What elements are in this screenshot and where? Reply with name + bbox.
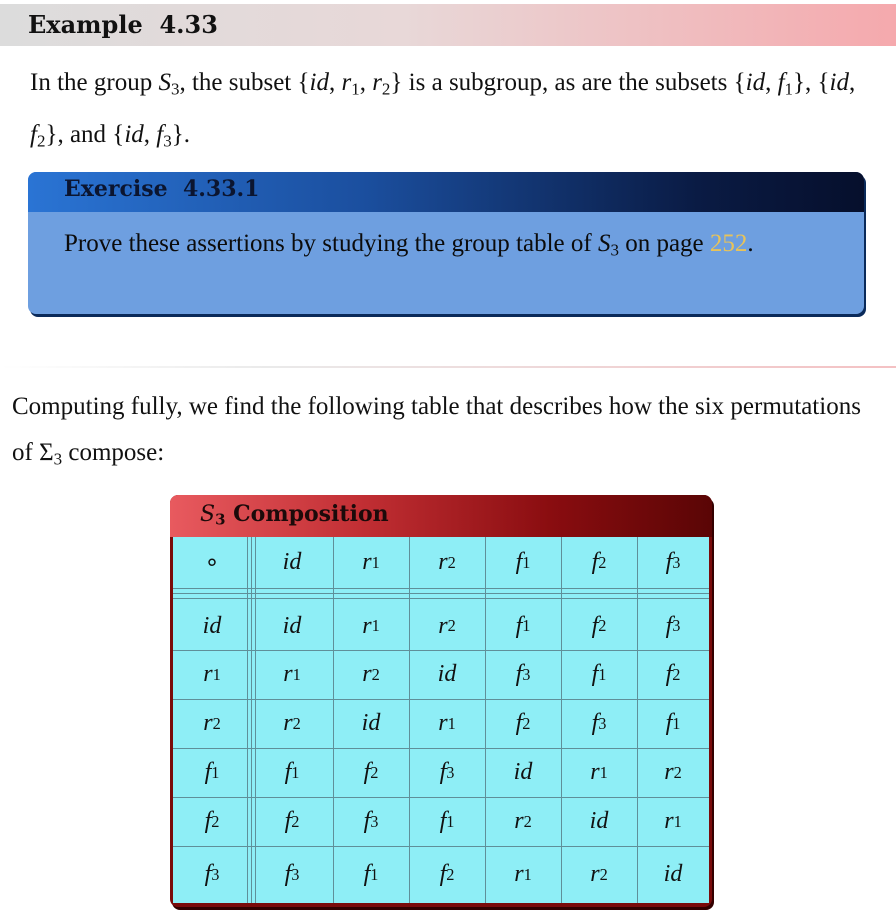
- table-cell: id: [513, 759, 533, 785]
- example-title: Example 4.33: [28, 10, 218, 39]
- table-cell: r 1: [283, 661, 301, 687]
- table-cell: f 2: [665, 661, 681, 687]
- table-grid-line: [173, 593, 709, 594]
- table-cell: r 1: [362, 612, 380, 639]
- table-cell: f 2: [591, 612, 607, 639]
- table-cell: f 2: [284, 808, 300, 834]
- table-cell: f 2: [515, 710, 531, 736]
- table-grid-line: [173, 598, 709, 599]
- table-cell: f 3: [591, 710, 607, 736]
- table-row-label: f 3: [204, 861, 220, 887]
- table-cell: f 1: [591, 661, 607, 687]
- table-header-cell: f 2: [591, 549, 607, 575]
- table-grid-line: [333, 537, 334, 903]
- exercise-text: Prove these assertions by studying the group table of $S_3$ on page 252.: [64, 230, 754, 260]
- table-header-cell: r 2: [438, 549, 456, 575]
- table-cell: id: [437, 661, 457, 687]
- table-grid-line: [255, 537, 256, 903]
- section-divider: [0, 366, 896, 368]
- table-grid-line: [561, 537, 562, 903]
- table-cell: id: [282, 612, 302, 639]
- table-grid-line: [485, 537, 486, 903]
- table-cell: f 1: [363, 861, 379, 887]
- table-row-label: f 1: [204, 759, 220, 785]
- table-cell: r 2: [283, 710, 301, 736]
- table-cell: r 1: [438, 710, 456, 736]
- table-cell: f 3: [515, 661, 531, 687]
- table-grid-line: [247, 537, 248, 903]
- table-cell: id: [361, 710, 381, 736]
- table-row-label: f 2: [204, 808, 220, 834]
- table-cell: f 3: [284, 861, 300, 887]
- table-grid-line: [173, 699, 709, 700]
- table-cell: r 1: [664, 808, 682, 834]
- table-cell: id: [663, 861, 683, 887]
- table-cell: r 1: [514, 861, 532, 887]
- table-grid-line: [251, 537, 252, 903]
- table-grid-line: [173, 846, 709, 847]
- table-cell: f 3: [665, 612, 681, 639]
- table-cell: id: [589, 808, 609, 834]
- table-grid-line: [173, 588, 709, 589]
- table-cell: r 2: [362, 661, 380, 687]
- table-cell: f 1: [284, 759, 300, 785]
- example-text: In the group $S_3$, the subset {id, $r_1$, $r_2$} is a subgroup, as are the subsets {id, $f_1$}, {id, $f_2$}, and {id, $f_3$}.: [30, 69, 856, 151]
- table-corner-compose-symbol: ∘: [204, 550, 220, 576]
- table-cell: f 2: [439, 861, 455, 887]
- table-cell: f 2: [363, 759, 379, 785]
- table-cell: f 1: [515, 612, 531, 639]
- table-cell: f 1: [665, 710, 681, 736]
- table-header-cell: f 1: [515, 549, 531, 575]
- table-header-cell: f 3: [665, 549, 681, 575]
- table-grid-line: [409, 537, 410, 903]
- page-reference-link[interactable]: 252: [709, 230, 748, 257]
- exercise-title: Exercise 4.33.1: [64, 176, 260, 202]
- composition-table-box: [170, 495, 712, 907]
- table-header-cell: r 1: [362, 549, 380, 575]
- table-header-cell: id: [282, 549, 302, 575]
- table-cell: r 2: [590, 861, 608, 887]
- table-row-label: id: [202, 612, 222, 639]
- table-cell: r 2: [438, 612, 456, 639]
- composition-intro-text: Computing fully, we find the following table that describes how the six permutations of $\Sigma_3$ compose:: [12, 393, 861, 469]
- table-grid-line: [173, 797, 709, 798]
- table-row-label: r 2: [203, 710, 221, 736]
- table-grid-line: [173, 748, 709, 749]
- table-grid-line: [637, 537, 638, 903]
- table-cell: f 3: [363, 808, 379, 834]
- table-cell: r 2: [514, 808, 532, 834]
- table-grid-line: [173, 650, 709, 651]
- table-cell: r 2: [664, 759, 682, 785]
- table-row-label: r 1: [203, 661, 221, 687]
- composition-table-title: $S_3$ Composition: [200, 501, 389, 529]
- composition-table-grid: [173, 537, 709, 903]
- table-cell: f 1: [439, 808, 455, 834]
- table-cell: f 3: [439, 759, 455, 785]
- table-cell: r 1: [590, 759, 608, 785]
- exercise-box: [28, 172, 864, 314]
